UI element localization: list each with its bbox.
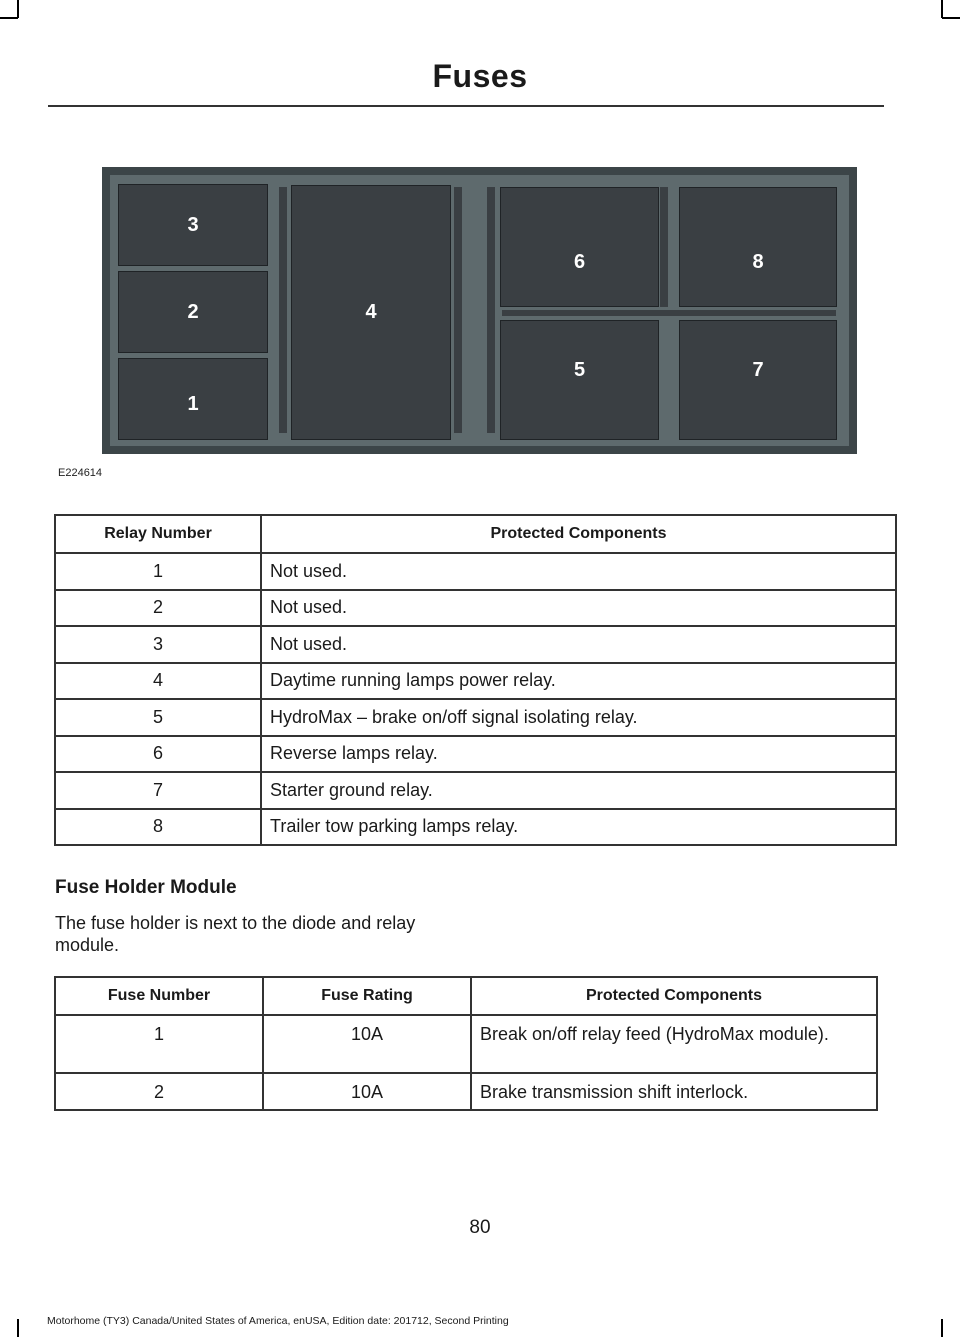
relay-number-cell: 8 [55,809,261,846]
crop-mark [17,0,19,18]
relay-box-diagram [102,167,857,454]
relay-1: 1 [118,358,268,440]
fuse-number-cell: 2 [55,1073,263,1110]
page-number: 80 [469,1217,491,1238]
crop-mark [941,0,943,18]
component-cell: HydroMax – brake on/off signal isolating relay. [261,699,896,736]
column-header: Fuse Number [55,977,263,1015]
table-row [55,1073,877,1110]
column-header: Relay Number [55,515,261,553]
crop-mark [942,17,960,19]
table-row [55,590,896,627]
table-row [55,1015,877,1073]
component-cell: Not used. [261,626,896,663]
column-header: Protected Components [471,977,877,1015]
image-code: E224614 [58,467,103,479]
relay-number-cell: 3 [55,626,261,663]
relay-2: 2 [118,271,268,353]
column-header: Fuse Rating [263,977,471,1015]
relay-table [54,514,897,846]
relay-rail [279,187,287,433]
relay-4: 4 [291,185,451,440]
footer-edition: Motorhome (TY3) Canada/United States of America, enUSA, Edition date: 201712, Second Printing [47,1315,509,1327]
relay-number-cell: 6 [55,736,261,773]
component-cell: Brake transmission shift interlock. [471,1073,877,1110]
title-divider [48,105,884,107]
fuse-table [54,976,878,1111]
table-row [55,772,896,809]
relay-number-cell: 5 [55,699,261,736]
relay-rail [660,187,668,307]
fuse-number-cell: 1 [55,1015,263,1073]
table-row [55,809,896,846]
table-row [55,626,896,663]
component-cell: Not used. [261,553,896,590]
table-header-row [55,515,896,553]
section-text: The fuse holder is next to the diode and relay module. [55,913,416,955]
component-cell: Daytime running lamps power relay. [261,663,896,700]
fuse-rating-cell: 10A [263,1015,471,1073]
relay-3: 3 [118,184,268,266]
column-header: Protected Components [261,515,896,553]
relay-rail [502,310,836,316]
component-cell: Not used. [261,590,896,627]
relay-number-cell: 7 [55,772,261,809]
relay-5: 5 [500,320,659,440]
table-row [55,663,896,700]
section-heading: Fuse Holder Module [55,877,237,898]
crop-mark [17,1319,19,1337]
relay-number-cell: 2 [55,590,261,627]
fuse-rating-cell: 10A [263,1073,471,1110]
relay-7: 7 [679,320,837,440]
component-cell: Trailer tow parking lamps relay. [261,809,896,846]
relay-8: 8 [679,187,837,307]
component-cell: Reverse lamps relay. [261,736,896,773]
crop-mark [941,1319,943,1337]
table-header-row [55,977,877,1015]
relay-rail [454,187,462,433]
crop-mark [0,17,18,19]
page-title: Fuses [432,58,528,94]
table-row [55,553,896,590]
table-row [55,736,896,773]
relay-rail [487,187,495,433]
component-cell: Break on/off relay feed (HydroMax module). [471,1015,877,1073]
table-row [55,699,896,736]
relay-number-cell: 4 [55,663,261,700]
relay-6: 6 [500,187,659,307]
relay-number-cell: 1 [55,553,261,590]
component-cell: Starter ground relay. [261,772,896,809]
